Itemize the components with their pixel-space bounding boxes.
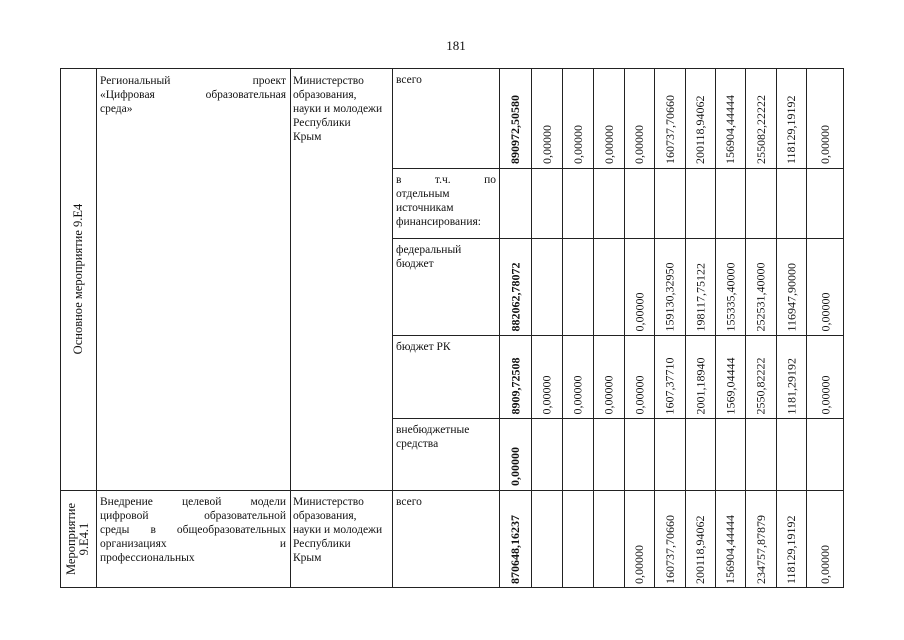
project-name (100, 74, 286, 116)
year-value: 118129,19192 (783, 95, 798, 164)
side-label-line: 9.Е4.1 (77, 522, 91, 556)
year-value: 0,00000 (631, 375, 646, 414)
executor-name-line: Крым (293, 131, 322, 143)
executor-name-line: Республики (293, 538, 351, 550)
executor-name-line: науки и молодежи (293, 103, 383, 115)
value-column-divider (531, 68, 532, 588)
section-divider (60, 490, 844, 491)
funding-source-label-line: в т.ч. по (396, 174, 496, 186)
funding-source-label-line: федеральный (396, 244, 462, 256)
funding-source-label-line: всего (396, 496, 422, 508)
funding-source-label (396, 495, 496, 509)
value-column-divider (499, 68, 500, 588)
year-value: 200118,94062 (692, 95, 707, 164)
year-value: 0,00000 (539, 125, 553, 164)
year-value: 0,00000 (631, 545, 646, 584)
year-value: 0,00000 (570, 375, 584, 414)
funding-source-label (396, 340, 496, 354)
column-divider (96, 68, 97, 588)
year-value: 159130,32950 (662, 262, 676, 331)
year-value: 0,00000 (631, 125, 646, 164)
funding-source-label-line: финансирования: (396, 216, 481, 228)
total-value: 890972,50580 (507, 95, 522, 164)
executor-name-line: Крым (293, 552, 322, 564)
column-divider (290, 68, 291, 588)
event-name-line: среды в общеобразовательных (100, 524, 286, 536)
year-value: 1181,29192 (783, 357, 798, 414)
executor-name-line: Республики (293, 117, 351, 129)
event-name-line: профессиональных (100, 552, 195, 564)
funding-source-label (396, 243, 496, 271)
total-value: 882062,78072 (507, 262, 522, 331)
event-name-line: Внедрение целевой модели (100, 496, 286, 508)
year-value: 234757,87879 (753, 515, 767, 584)
year-value: 160737,70660 (662, 95, 676, 164)
value-column-divider (562, 68, 563, 588)
year-value: 1569,04444 (722, 357, 737, 414)
event-name (100, 495, 286, 565)
year-value: 156904,44444 (722, 515, 737, 584)
year-value: 2550,82222 (753, 357, 767, 414)
year-value: 0,00000 (817, 375, 832, 414)
year-value: 116947,90000 (783, 262, 798, 331)
executor-name (293, 495, 391, 565)
event-name-line: организациях и (100, 538, 286, 550)
year-value: 0,00000 (631, 292, 646, 331)
funding-source-label-line: бюджет РК (396, 341, 451, 353)
total-value: 8909,72508 (507, 357, 522, 414)
year-value: 160737,70660 (662, 515, 676, 584)
year-value: 198117,75122 (692, 262, 707, 331)
side-label-main-event: Основное мероприятие 9.Е4 (70, 203, 85, 355)
year-value: 155335,40000 (722, 262, 737, 331)
year-value: 0,00000 (817, 125, 832, 164)
funding-source-label (396, 173, 496, 229)
year-value: 0,00000 (570, 125, 584, 164)
funding-source-label-line: отдельным (396, 188, 450, 200)
year-value: 118129,19192 (783, 515, 798, 584)
total-value: 870648,16237 (507, 515, 522, 584)
executor-name-line: науки и молодежи (293, 524, 383, 536)
year-value: 200118,94062 (692, 515, 707, 584)
funding-source-label (396, 423, 496, 451)
year-value: 0,00000 (817, 292, 832, 331)
side-label-line: Мероприятие (64, 502, 78, 576)
funding-source-label (396, 73, 496, 87)
total-value: 0,00000 (507, 447, 522, 486)
year-value: 1607,37710 (662, 357, 676, 414)
executor-name-line: Министерство (293, 75, 364, 87)
project-name-line: Региональный проект (100, 75, 286, 87)
executor-name (293, 74, 391, 144)
funding-source-label-line: средства (396, 438, 439, 450)
year-value: 0,00000 (539, 375, 553, 414)
event-name-line: цифровой образовательной (100, 510, 286, 522)
funding-source-label-line: источникам (396, 202, 454, 214)
page-number: 181 (446, 38, 466, 53)
year-value: 255082,22222 (753, 95, 767, 164)
side-label-event (60, 494, 96, 584)
executor-name-line: образования, (293, 510, 357, 522)
funding-source-label-line: всего (396, 74, 422, 86)
year-value: 0,00000 (817, 545, 832, 584)
value-column-divider (593, 68, 594, 588)
funding-source-label-line: бюджет (396, 258, 434, 270)
year-value: 156904,44444 (722, 95, 737, 164)
project-name-line: среда» (100, 103, 133, 115)
year-value: 252531,40000 (753, 262, 767, 331)
value-column-divider (806, 68, 807, 588)
year-value: 2001,18940 (692, 357, 707, 414)
project-name-line: «Цифровая образовательная (100, 89, 286, 101)
year-value: 0,00000 (601, 375, 615, 414)
funding-source-label-line: внебюджетные (396, 424, 470, 436)
executor-name-line: образования, (293, 89, 357, 101)
year-value: 0,00000 (601, 125, 615, 164)
column-divider (392, 68, 393, 588)
executor-name-line: Министерство (293, 496, 364, 508)
